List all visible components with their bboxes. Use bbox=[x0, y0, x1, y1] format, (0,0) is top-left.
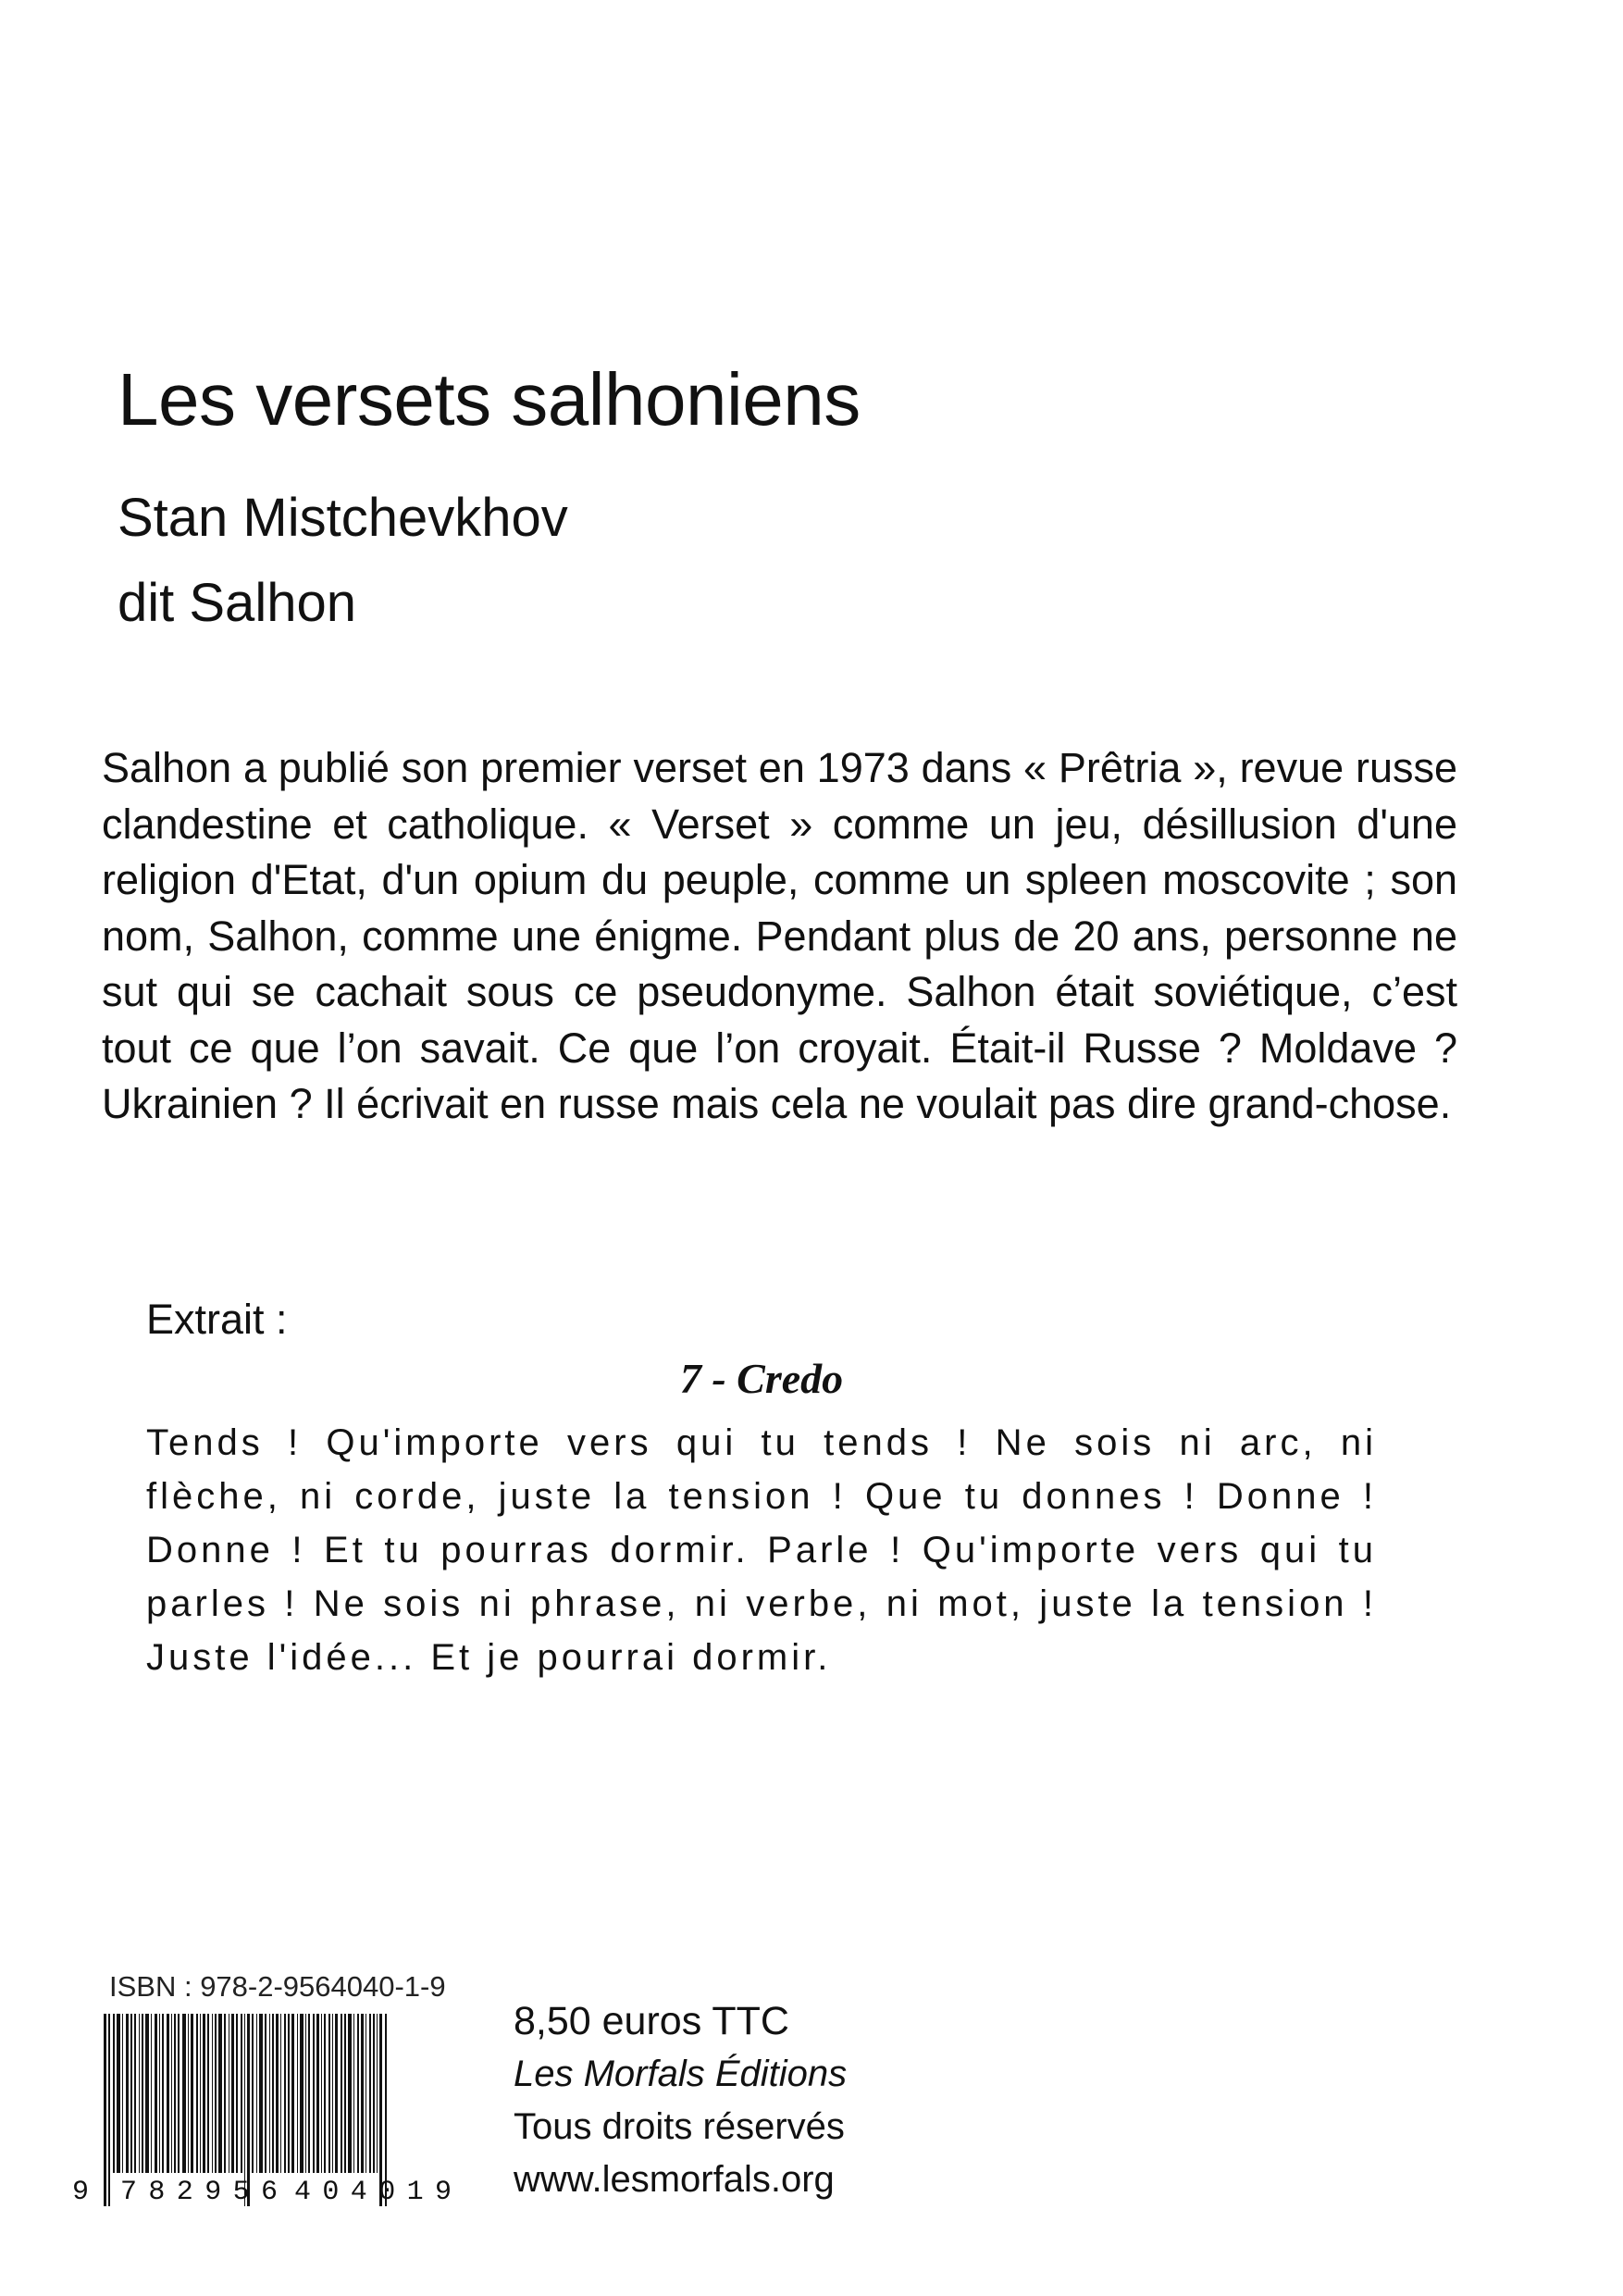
barcode-bar bbox=[130, 2014, 132, 2173]
author-pseudonym: dit Salhon bbox=[118, 573, 356, 633]
author-block bbox=[118, 476, 568, 646]
barcode-bar bbox=[335, 2014, 338, 2173]
barcode-bar bbox=[348, 2014, 352, 2173]
price: 8,50 euros TTC bbox=[514, 1999, 789, 2043]
barcode-bar bbox=[308, 2014, 310, 2173]
barcode-bar bbox=[182, 2014, 186, 2173]
barcode-bar bbox=[231, 2014, 234, 2173]
rights-notice: Tous droits réservés bbox=[514, 2106, 845, 2147]
barcode-bar bbox=[341, 2014, 342, 2173]
blurb-paragraph: Salhon a publié son premier verset en 1973 dans « Prêtria », revue russe clandestine et catholique. « Verset » comme un jeu, désillusion d'une religion d'Etat, d'un opium du peuple, comme un spleen moscovite ; son nom, Salhon, comme une énigme. Pendant plus de 20 ans, personne ne sut qui se cachait sous ce pseudonyme. Salhon était soviétique, c’est tout ce que l’on savait. Ce que l’on croyait. Était-il Russe ? Moldave ? Ukrainien ? Il écrivait en russe mais cela ne voulait pas dire grand-chose. bbox=[102, 744, 1457, 1127]
barcode-bar bbox=[203, 2014, 205, 2173]
barcode-bar bbox=[178, 2014, 180, 2173]
barcode-bar bbox=[108, 2014, 110, 2206]
barcode-bar bbox=[353, 2014, 354, 2173]
barcode-bar bbox=[188, 2014, 189, 2173]
barcode-bar bbox=[361, 2014, 364, 2173]
barcode-bar bbox=[126, 2014, 129, 2173]
publication-info bbox=[514, 1995, 847, 2206]
author-name: Stan Mistchevkhov bbox=[118, 488, 568, 548]
barcode-bar bbox=[200, 2014, 201, 2173]
barcode-bar bbox=[265, 2014, 266, 2173]
barcode-bar bbox=[297, 2014, 298, 2173]
barcode-bar bbox=[369, 2014, 371, 2173]
barcode-bar bbox=[259, 2014, 263, 2173]
barcode-bar bbox=[300, 2014, 304, 2173]
barcode-bar bbox=[122, 2014, 123, 2173]
barcode bbox=[72, 2014, 489, 2206]
barcode-bar bbox=[162, 2014, 164, 2173]
barcode-bar bbox=[305, 2014, 306, 2173]
barcode-bar bbox=[159, 2014, 160, 2173]
barcode-bar bbox=[321, 2014, 322, 2173]
barcode-bar bbox=[365, 2014, 366, 2173]
isbn-label: ISBN : 978-2-9564040-1-9 bbox=[109, 1970, 446, 2003]
barcode-bar bbox=[117, 2014, 120, 2173]
barcode-bar bbox=[276, 2014, 279, 2173]
barcode-bar bbox=[167, 2014, 169, 2173]
barcode-bar bbox=[288, 2014, 290, 2173]
barcode-bar bbox=[113, 2014, 115, 2173]
publisher: Les Morfals Éditions bbox=[514, 2054, 848, 2094]
barcode-bar bbox=[151, 2014, 152, 2173]
barcode-bar bbox=[155, 2014, 157, 2173]
barcode-bar bbox=[324, 2014, 326, 2173]
barcode-bar bbox=[344, 2014, 346, 2173]
website: www.lesmorfals.org bbox=[514, 2159, 835, 2200]
barcode-bar bbox=[272, 2014, 274, 2173]
barcode-bar bbox=[104, 2014, 106, 2206]
barcode-bar bbox=[139, 2014, 140, 2173]
barcode-bar bbox=[142, 2014, 143, 2173]
poem-text: Tends ! Qu'importe vers qui tu tends ! Ne sois ni arc, ni flèche, ni corde, juste la tension ! Que tu donnes ! Donne ! Donne ! Et tu pourras dormir. Parle ! Qu'importe vers qui tu parles ! Ne sois ni phrase, ni verbe, ni mot, juste la tension ! Juste l'idée... Et je pourrai dormir. bbox=[146, 1422, 1377, 1678]
barcode-bar bbox=[196, 2014, 198, 2173]
barcode-bar bbox=[332, 2014, 333, 2173]
barcode-bar bbox=[252, 2014, 254, 2173]
barcode-bar bbox=[280, 2014, 281, 2173]
barcode-bar bbox=[215, 2014, 217, 2173]
barcode-digits-left: 782956 bbox=[120, 2177, 278, 2206]
extract-label: Extrait : bbox=[146, 1296, 288, 1343]
book-title: Les versets salhoniens bbox=[118, 358, 861, 441]
barcode-bar bbox=[241, 2014, 242, 2173]
barcode-bar bbox=[207, 2014, 209, 2173]
barcode-bar bbox=[256, 2014, 257, 2173]
barcode-bar bbox=[212, 2014, 213, 2173]
poem-title: 7 - Credo bbox=[679, 1355, 844, 1402]
barcode-bar bbox=[224, 2014, 226, 2173]
barcode-bar bbox=[191, 2014, 193, 2173]
barcode-bar bbox=[218, 2014, 222, 2173]
barcode-bar bbox=[134, 2014, 136, 2173]
barcode-bar bbox=[316, 2014, 319, 2173]
barcode-bar bbox=[145, 2014, 149, 2173]
barcode-bar bbox=[284, 2014, 286, 2173]
barcode-bar bbox=[313, 2014, 315, 2173]
barcode-bar bbox=[171, 2014, 172, 2173]
barcode-digit-prefix: 9 bbox=[72, 2177, 90, 2206]
barcode-bar bbox=[377, 2014, 378, 2173]
barcode-bar bbox=[236, 2014, 238, 2173]
barcode-bar bbox=[291, 2014, 294, 2173]
barcode-bar bbox=[357, 2014, 359, 2173]
barcode-bar bbox=[373, 2014, 375, 2173]
barcode-bar bbox=[328, 2014, 330, 2173]
barcode-digits-right: 404019 bbox=[294, 2177, 452, 2206]
barcode-bar bbox=[269, 2014, 270, 2173]
barcode-bar bbox=[174, 2014, 176, 2173]
